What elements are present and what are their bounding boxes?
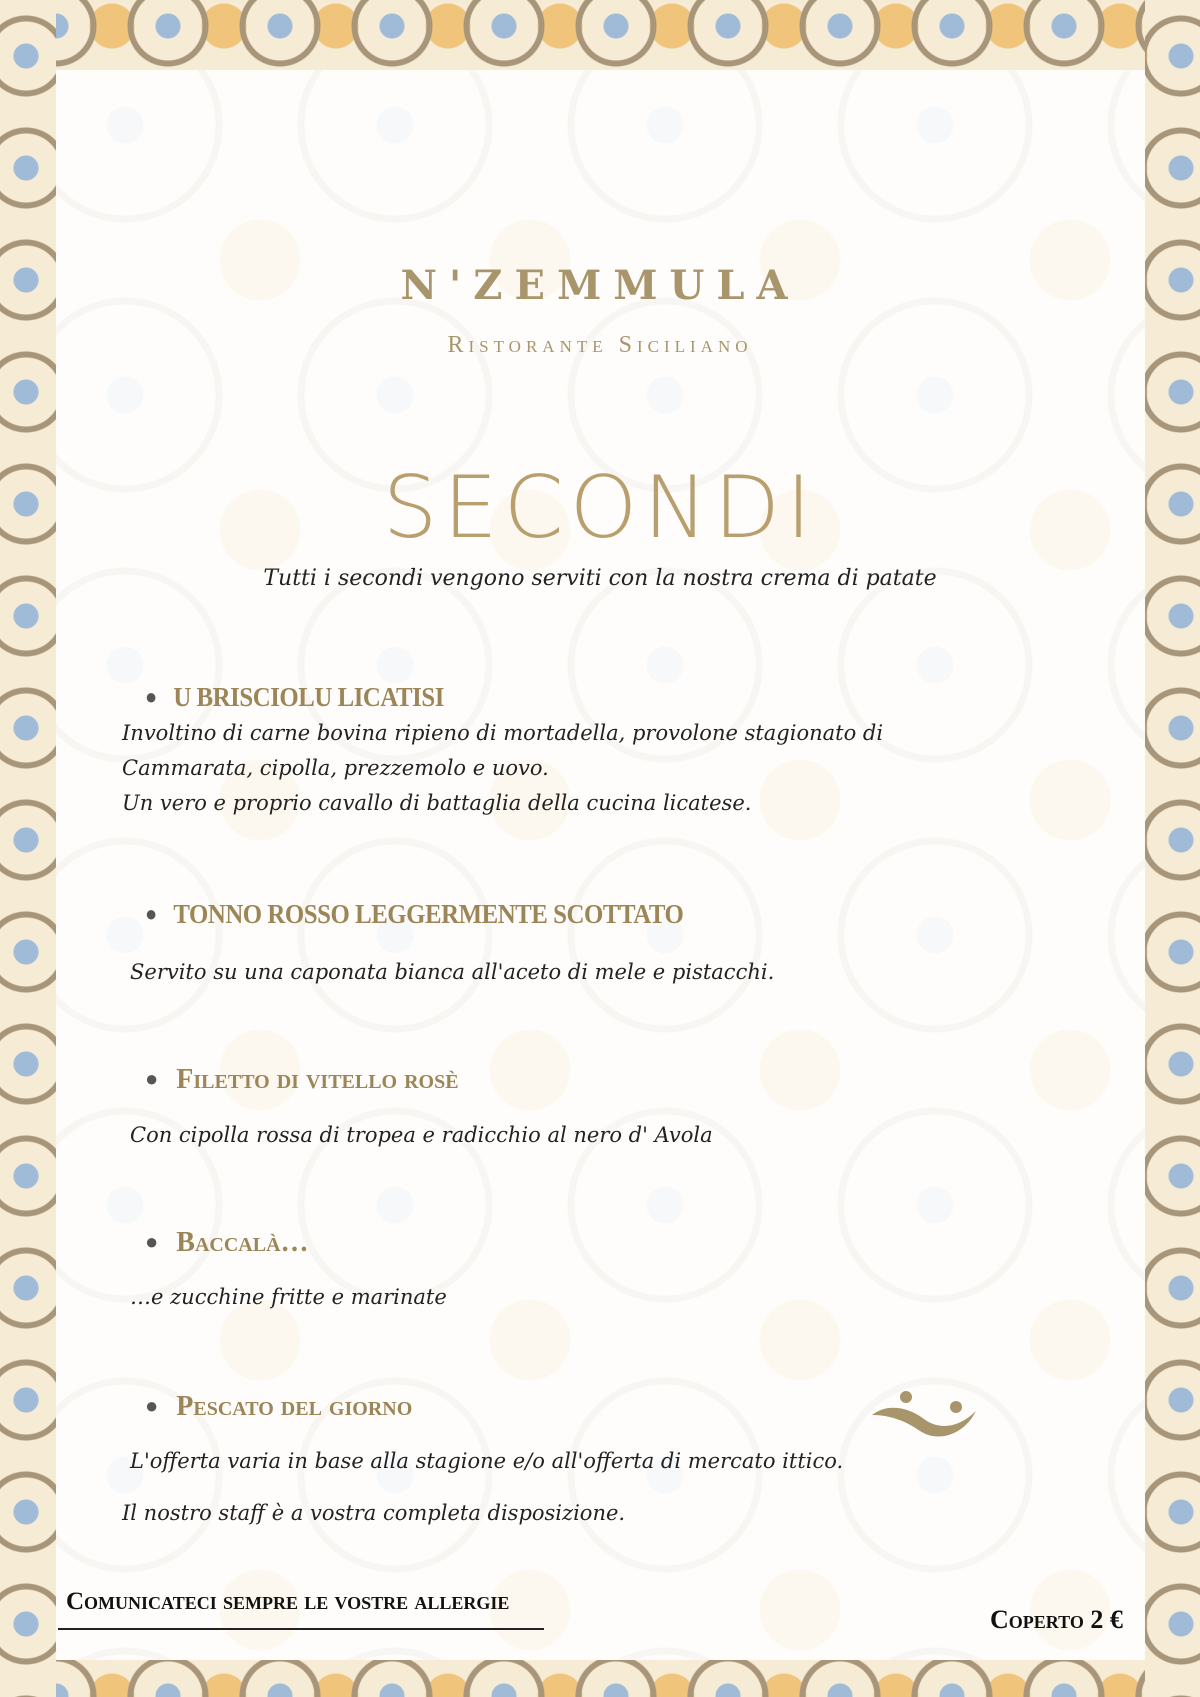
- menu-item-description: Un vero e proprio cavallo di battaglia della cucina licatese.: [122, 791, 752, 815]
- cover-charge: Coperto 2 €: [990, 1605, 1123, 1634]
- bullet-icon: ●: [145, 901, 157, 926]
- menu-item-description: …e zucchine fritte e marinate: [130, 1285, 447, 1309]
- section-subtitle: Tutti i secondi vengono serviti con la nostra crema di patate: [263, 566, 937, 591]
- menu-item-description: Servito su una caponata bianca all'aceto di mele e pistacchi.: [130, 960, 775, 984]
- bullet-icon: ●: [145, 1066, 159, 1091]
- menu-item-title: ● Pescato del giorno: [145, 1391, 413, 1422]
- menu-item-description: Il nostro staff è a vostra completa disposizione.: [122, 1501, 626, 1525]
- menu-item-title: ● U BRISCIOLU LICATISI: [145, 682, 444, 712]
- tile-border-left: [0, 0, 56, 1697]
- menu-item-title: ● TONNO ROSSO LEGGERMENTE SCOTTATO: [145, 899, 684, 929]
- restaurant-tagline: Ristorante Siciliano: [447, 332, 753, 358]
- bullet-icon: ●: [145, 684, 157, 709]
- section-title: SECONDI: [382, 458, 818, 558]
- menu-item-description: Con cipolla rossa di tropea e radicchio al nero d' Avola: [130, 1123, 713, 1147]
- menu-item-description: L'offerta varia in base alla stagione e/o all'offerta di mercato ittico.: [130, 1449, 844, 1473]
- allergies-notice: Comunicateci sempre le vostre allergie: [66, 1588, 510, 1615]
- menu-item-description: Involtino di carne bovina ripieno di mortadella, provolone stagionato di: [122, 721, 884, 745]
- restaurant-name: N'ZEMMULA: [400, 262, 800, 309]
- menu-item-title: ● Filetto di vitello rosè: [145, 1064, 459, 1095]
- bullet-icon: ●: [145, 1393, 159, 1418]
- bullet-icon: ●: [145, 1229, 159, 1254]
- tile-border-right: [1145, 0, 1200, 1697]
- footer-divider: [58, 1628, 544, 1630]
- menu-item-title: ● Baccalà…: [145, 1227, 309, 1258]
- tile-border-bottom: [0, 1660, 1200, 1697]
- tile-border-top: [0, 0, 1200, 70]
- menu-item-description: Cammarata, cipolla, prezzemolo e uovo.: [122, 756, 549, 780]
- restaurant-logo-icon: [868, 1385, 980, 1445]
